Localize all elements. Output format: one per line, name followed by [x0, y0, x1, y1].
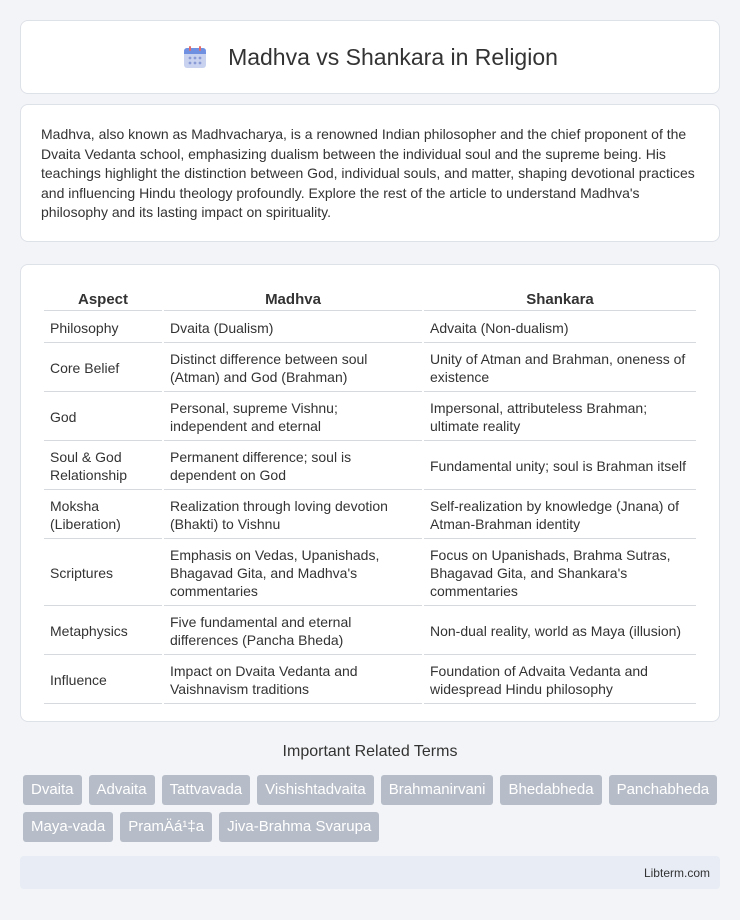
- tag-dvaita[interactable]: Dvaita: [23, 775, 82, 805]
- tag-advaita[interactable]: Advaita: [89, 775, 155, 805]
- cell-aspect: Metaphysics: [44, 608, 162, 655]
- cell-shankara: Self-realization by knowledge (Jnana) of Atman-Brahman identity: [424, 492, 696, 539]
- cell-shankara: Fundamental unity; soul is Brahman itself: [424, 443, 696, 490]
- table-row: [44, 313, 696, 343]
- tag-bhedabheda[interactable]: Bhedabheda: [500, 775, 601, 805]
- cell-madhva: Five fundamental and eternal differences (Pancha Bheda): [164, 608, 422, 655]
- header-madhva: Madhva: [164, 287, 422, 311]
- cell-shankara: Foundation of Advaita Vedanta and widespread Hindu philosophy: [424, 657, 696, 704]
- page-title: Madhva vs Shankara in Religion: [228, 43, 558, 70]
- table-row: [44, 345, 696, 392]
- cell-madhva: Dvaita (Dualism): [164, 313, 422, 343]
- tag-vishishtadvaita[interactable]: Vishishtadvaita: [257, 775, 374, 805]
- table-row: [44, 443, 696, 490]
- cell-shankara: Impersonal, attributeless Brahman; ultimate reality: [424, 394, 696, 441]
- intro-card: [20, 104, 720, 242]
- header-aspect: Aspect: [44, 287, 162, 311]
- comparison-card: [20, 264, 720, 722]
- table-header-row: [44, 287, 696, 311]
- intro-text: Madhva, also known as Madhvacharya, is a renowned Indian philosopher and the chief proponent of the Dvaita Vedanta school, emphasizing dualism between the individual soul and the supreme being. His teachings highlight the distinction between God, individual souls, and matter, shaping devotional practices and influencing Hindu theology profoundly. Explore the rest of the article to understand Madhva's philosophy and its lasting impact on spirituality.: [41, 126, 695, 220]
- table-row: [44, 394, 696, 441]
- comparison-table: [42, 285, 698, 706]
- tag-pramana[interactable]: PramÄá¹‡a: [120, 812, 212, 842]
- cell-madhva: Distinct difference between soul (Atman) and God (Brahman): [164, 345, 422, 392]
- table-row: [44, 608, 696, 655]
- footer-site-link[interactable]: Libterm.com: [643, 865, 710, 880]
- table-row: [44, 657, 696, 704]
- cell-madhva: Personal, supreme Vishnu; independent and eternal: [164, 394, 422, 441]
- table-row: [44, 492, 696, 539]
- header-shankara: Shankara: [424, 287, 696, 311]
- cell-shankara: Non-dual reality, world as Maya (illusion): [424, 608, 696, 655]
- cell-madhva: Impact on Dvaita Vedanta and Vaishnavism traditions: [164, 657, 422, 704]
- cell-aspect: Philosophy: [44, 313, 162, 343]
- cell-aspect: Moksha (Liberation): [44, 492, 162, 539]
- cell-shankara: Advaita (Non-dualism): [424, 313, 696, 343]
- tag-jiva-brahma-svarupa[interactable]: Jiva-Brahma Svarupa: [219, 812, 379, 842]
- related-terms-title: Important Related Terms: [282, 743, 458, 760]
- tag-maya-vada[interactable]: Maya-vada: [23, 812, 113, 842]
- cell-madhva: Emphasis on Vedas, Upanishads, Bhagavad Gita, and Madhva's commentaries: [164, 541, 422, 606]
- cell-aspect: God: [44, 394, 162, 441]
- cell-madhva: Realization through loving devotion (Bhakti) to Vishnu: [164, 492, 422, 539]
- table-row: [44, 541, 696, 606]
- related-tags: [23, 775, 723, 842]
- tag-brahmanirvani[interactable]: Brahmanirvani: [381, 775, 494, 805]
- cell-aspect: Influence: [44, 657, 162, 704]
- cell-madhva: Permanent difference; soul is dependent on God: [164, 443, 422, 490]
- cell-shankara: Focus on Upanishads, Brahma Sutras, Bhagavad Gita, and Shankara's commentaries: [424, 541, 696, 606]
- tag-panchabheda[interactable]: Panchabheda: [609, 775, 718, 805]
- cell-shankara: Unity of Atman and Brahman, oneness of existence: [424, 345, 696, 392]
- cell-aspect: Soul & God Relationship: [44, 443, 162, 490]
- cell-aspect: Core Belief: [44, 345, 162, 392]
- tag-tattvavada[interactable]: Tattvavada: [162, 775, 251, 805]
- header-card: [20, 20, 720, 94]
- cell-aspect: Scriptures: [44, 541, 162, 606]
- title-wrap: [182, 44, 558, 71]
- footer: [20, 856, 720, 889]
- calendar-icon: [182, 44, 208, 70]
